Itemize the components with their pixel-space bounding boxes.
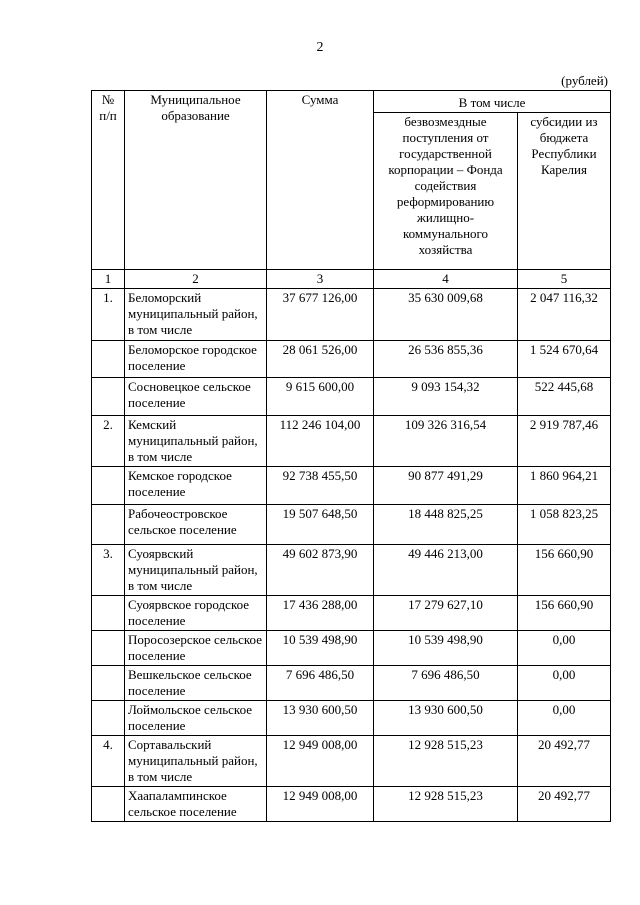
row-number: 4. — [92, 736, 125, 787]
row-subsidy-amount: 20 492,77 — [518, 736, 611, 787]
row-municipality: Суоярвский муниципальный район, в том числе — [125, 545, 267, 596]
table-row — [92, 701, 611, 736]
table-row — [92, 736, 611, 787]
row-fund-amount: 17 279 627,10 — [374, 596, 518, 631]
row-sum: 7 696 486,50 — [267, 666, 374, 701]
row-fund-amount: 7 696 486,50 — [374, 666, 518, 701]
column-index: 5 — [518, 270, 611, 289]
table-row — [92, 666, 611, 701]
row-fund-amount: 49 446 213,00 — [374, 545, 518, 596]
row-number — [92, 378, 125, 416]
row-fund-amount: 10 539 498,90 — [374, 631, 518, 666]
row-sum: 10 539 498,90 — [267, 631, 374, 666]
row-fund-amount: 12 928 515,23 — [374, 787, 518, 822]
row-fund-amount: 9 093 154,32 — [374, 378, 518, 416]
column-index: 2 — [125, 270, 267, 289]
row-subsidy-amount: 20 492,77 — [518, 787, 611, 822]
row-subsidy-amount: 2 919 787,46 — [518, 416, 611, 467]
row-fund-amount: 35 630 009,68 — [374, 289, 518, 341]
row-municipality: Поросозерское сельское поселение — [125, 631, 267, 666]
column-index: 1 — [92, 270, 125, 289]
row-subsidy-amount: 1 058 823,25 — [518, 505, 611, 545]
row-fund-amount: 13 930 600,50 — [374, 701, 518, 736]
header-sum: Сумма — [267, 91, 374, 270]
row-number — [92, 631, 125, 666]
header-subsidies: субсидии из бюджета Республики Карелия — [518, 113, 611, 270]
row-municipality: Рабочеостровское сельское поселение — [125, 505, 267, 545]
header-municipality: Муниципальное образование — [125, 91, 267, 270]
column-index: 3 — [267, 270, 374, 289]
row-fund-amount: 12 928 515,23 — [374, 736, 518, 787]
row-number — [92, 341, 125, 378]
row-number — [92, 666, 125, 701]
row-sum: 12 949 008,00 — [267, 787, 374, 822]
row-sum: 19 507 648,50 — [267, 505, 374, 545]
row-sum: 9 615 600,00 — [267, 378, 374, 416]
table-body — [92, 289, 611, 822]
row-sum: 12 949 008,00 — [267, 736, 374, 787]
table-row — [92, 341, 611, 378]
row-number — [92, 596, 125, 631]
row-number: 1. — [92, 289, 125, 341]
row-sum: 49 602 873,90 — [267, 545, 374, 596]
row-subsidy-amount: 0,00 — [518, 666, 611, 701]
row-municipality: Хаапалампинское сельское поселение — [125, 787, 267, 822]
row-sum: 28 061 526,00 — [267, 341, 374, 378]
header-free-receipts: безвозмездные поступления от государственной корпорации – Фонда содействия реформированию жилищно-коммунального хозяйства — [374, 113, 518, 270]
row-municipality: Беломорский муниципальный район, в том числе — [125, 289, 267, 341]
row-subsidy-amount: 1 860 964,21 — [518, 467, 611, 505]
row-number: 2. — [92, 416, 125, 467]
row-fund-amount: 90 877 491,29 — [374, 467, 518, 505]
row-sum: 92 738 455,50 — [267, 467, 374, 505]
row-subsidy-amount: 156 660,90 — [518, 545, 611, 596]
header-including: В том числе — [374, 91, 611, 113]
row-number — [92, 467, 125, 505]
table-row — [92, 545, 611, 596]
table-row — [92, 596, 611, 631]
table-row — [92, 416, 611, 467]
row-municipality: Суоярвское городское поселение — [125, 596, 267, 631]
row-fund-amount: 18 448 825,25 — [374, 505, 518, 545]
row-subsidy-amount: 0,00 — [518, 701, 611, 736]
units-label: (рублей) — [561, 73, 608, 88]
row-subsidy-amount: 1 524 670,64 — [518, 341, 611, 378]
row-fund-amount: 109 326 316,54 — [374, 416, 518, 467]
row-number — [92, 787, 125, 822]
column-index: 4 — [374, 270, 518, 289]
table-row — [92, 378, 611, 416]
row-sum: 17 436 288,00 — [267, 596, 374, 631]
column-index-row — [92, 270, 611, 289]
row-subsidy-amount: 156 660,90 — [518, 596, 611, 631]
row-municipality: Лоймольское сельское поселение — [125, 701, 267, 736]
table-row — [92, 467, 611, 505]
row-number — [92, 505, 125, 545]
row-municipality: Вешкельское сельское поселение — [125, 666, 267, 701]
row-subsidy-amount: 2 047 116,32 — [518, 289, 611, 341]
row-fund-amount: 26 536 855,36 — [374, 341, 518, 378]
row-municipality: Сосновецкое сельское поселение — [125, 378, 267, 416]
row-number — [92, 701, 125, 736]
row-sum: 13 930 600,50 — [267, 701, 374, 736]
row-sum: 37 677 126,00 — [267, 289, 374, 341]
row-subsidy-amount: 0,00 — [518, 631, 611, 666]
row-municipality: Кемский муниципальный район, в том числе — [125, 416, 267, 467]
table-row — [92, 505, 611, 545]
table-row — [92, 787, 611, 822]
table-row — [92, 289, 611, 341]
header-row — [92, 91, 611, 113]
row-municipality: Сортавальский муниципальный район, в том числе — [125, 736, 267, 787]
row-subsidy-amount: 522 445,68 — [518, 378, 611, 416]
table-row — [92, 631, 611, 666]
row-municipality: Беломорское городское поселение — [125, 341, 267, 378]
page-number: 2 — [316, 40, 324, 55]
row-number: 3. — [92, 545, 125, 596]
header-num: № п/п — [92, 91, 125, 270]
row-municipality: Кемское городское поселение — [125, 467, 267, 505]
row-sum: 112 246 104,00 — [267, 416, 374, 467]
allocation-table — [91, 90, 611, 822]
